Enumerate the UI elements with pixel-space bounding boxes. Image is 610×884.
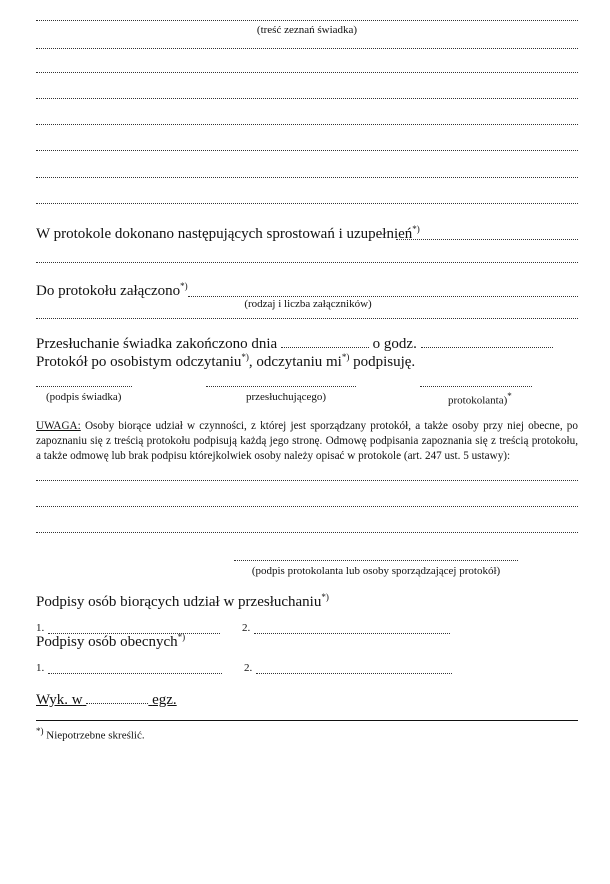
- notice-line[interactable]: [36, 532, 578, 533]
- notice-label: UWAGA:: [36, 420, 81, 432]
- copies-count-field[interactable]: [86, 703, 148, 704]
- witness-signature-caption: (podpis świadka): [46, 391, 122, 403]
- present-signature-line-2[interactable]: [256, 673, 452, 674]
- final-signature-caption: (podpis protokolanta lub osoby sporządzającej protokół): [251, 565, 501, 577]
- participants-number-2: 2.: [242, 622, 251, 634]
- interrogator-signature-line[interactable]: [206, 386, 356, 387]
- notice-line[interactable]: [36, 506, 578, 507]
- final-signature-line[interactable]: [234, 560, 518, 561]
- participants-label: Podpisy osób biorących udział w przesłuchaniu*): [36, 592, 329, 610]
- end-date-field[interactable]: [281, 347, 369, 348]
- closing-ended-line: Przesłuchanie świadka zakończono dnia o godz.: [36, 336, 553, 353]
- participant-signature-line-2[interactable]: [254, 633, 450, 634]
- testimony-line: [36, 48, 578, 49]
- present-number-1: 1.: [36, 662, 45, 674]
- copies-line: Wyk. w egz.: [36, 692, 177, 708]
- attachments-line[interactable]: [188, 296, 578, 297]
- notice-line[interactable]: [36, 480, 578, 481]
- corrections-label: W protokole dokonano następujących sprostowań i uzupełnień*): [36, 224, 420, 242]
- testimony-line: [36, 124, 578, 125]
- closing-read-line: Protokół po osobistym odczytaniu*), odczytaniu mi*) podpisuję.: [36, 352, 416, 370]
- testimony-line: [36, 72, 578, 73]
- recorder-signature-caption: protokolanta)*: [448, 391, 512, 407]
- testimony-caption: (treść zeznań świadka): [256, 24, 358, 36]
- footnote: *) Niepotrzebne skreślić.: [36, 726, 145, 742]
- testimony-line: [36, 20, 578, 21]
- footnote-rule: [36, 720, 578, 721]
- end-time-field[interactable]: [421, 347, 553, 348]
- witness-signature-line[interactable]: [36, 386, 132, 387]
- notice-text: UWAGA: Osoby biorące udział w czynności, z której jest sporządzany protokół, a także osoby przy niej obecne, po zapoznaniu się z treścią protokołu podpisują każdą jego stronę. Odmowę podpisania zapoznania się z treścią protokołu, a także odmowę lub brak podpisu którejkolwiek osoby należy opisać w protokole (art. 247 ust. 5 ustawy):: [36, 420, 578, 462]
- testimony-line: [36, 203, 578, 204]
- attachments-label: Do protokołu załączono*): [36, 281, 188, 299]
- attachments-line[interactable]: [36, 318, 578, 319]
- attachments-caption: (rodzaj i liczba załączników): [244, 298, 372, 310]
- testimony-line: [36, 177, 578, 178]
- corrections-line[interactable]: [36, 262, 578, 263]
- present-label: Podpisy osób obecnych*): [36, 632, 186, 650]
- participants-number-1: 1.: [36, 622, 45, 634]
- recorder-signature-line[interactable]: [420, 386, 532, 387]
- present-number-2: 2.: [244, 662, 253, 674]
- interrogator-signature-caption: przesłuchującego): [246, 391, 327, 403]
- testimony-line: [36, 98, 578, 99]
- present-signature-line-1[interactable]: [48, 673, 222, 674]
- testimony-line: [36, 150, 578, 151]
- corrections-line[interactable]: [396, 239, 578, 240]
